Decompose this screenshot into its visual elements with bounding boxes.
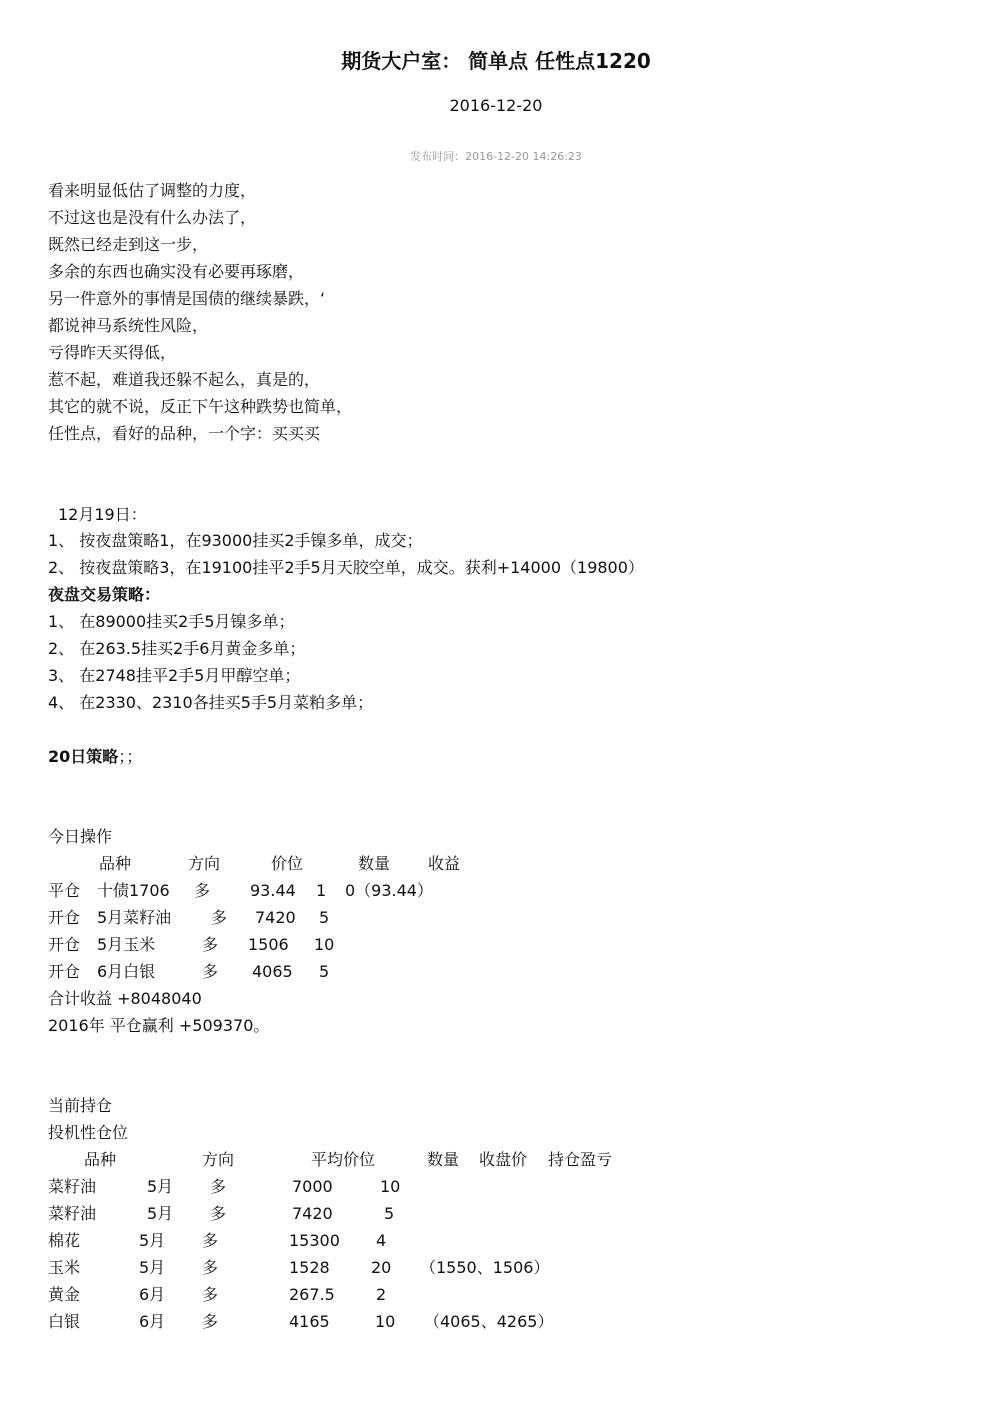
positions-heading: 当前持仓 bbox=[48, 1096, 113, 1115]
strategy20-bold: 20日策略 bbox=[48, 747, 119, 766]
pos-month: 6月 bbox=[139, 1285, 166, 1304]
op-variety: 6月白银 bbox=[97, 962, 156, 981]
op-direction: 多 bbox=[211, 908, 228, 927]
positions-header: 数量 bbox=[427, 1150, 460, 1169]
strategy20-line bbox=[48, 747, 142, 767]
intro-line: 多余的东西也确实没有必要再琢磨， bbox=[48, 262, 305, 281]
pos-variety: 菜籽油 bbox=[48, 1177, 97, 1196]
intro-line: 不过这也是没有什么办法了， bbox=[48, 208, 257, 227]
intro-line: 其它的就不说，反正下午这种跌势也简单， bbox=[48, 397, 353, 416]
pos-qty: 10 bbox=[380, 1177, 401, 1196]
today-ops-header: 数量 bbox=[358, 854, 391, 873]
pos-price: 7420 bbox=[292, 1204, 333, 1223]
pos-price: 7000 bbox=[292, 1177, 333, 1196]
today-ops-total: 合计收益 +8048040 bbox=[48, 989, 202, 1008]
positions-subheading: 投机性仓位 bbox=[48, 1123, 129, 1142]
op-action: 开仓 bbox=[48, 935, 81, 954]
op-price: 93.44 bbox=[250, 881, 296, 900]
intro-line: 看来明显低估了调整的力度， bbox=[48, 181, 257, 200]
positions-header: 平均价位 bbox=[311, 1150, 376, 1169]
pos-month: 5月 bbox=[147, 1204, 174, 1223]
pos-qty: 10 bbox=[375, 1312, 396, 1331]
pos-variety: 菜籽油 bbox=[48, 1204, 97, 1223]
dec19-item: 2、 按夜盘策略3，在19100挂平2手5月天胶空单，成交。获利+14000（19800） bbox=[48, 558, 644, 577]
pos-variety: 黄金 bbox=[48, 1285, 81, 1304]
intro-line: 另一件意外的事情是国债的继续暴跌，‘ bbox=[48, 289, 326, 308]
pos-qty: 20 bbox=[371, 1258, 392, 1277]
op-variety: 十债1706 bbox=[97, 881, 170, 900]
today-ops-header: 收益 bbox=[428, 854, 461, 873]
pos-qty: 5 bbox=[384, 1204, 395, 1223]
pos-direction: 多 bbox=[202, 1231, 219, 1250]
op-variety: 5月玉米 bbox=[97, 935, 156, 954]
op-qty: 1 bbox=[316, 881, 327, 900]
night-strategy-item: 3、 在2748挂平2手5月甲醇空单； bbox=[48, 666, 301, 685]
pos-price: 1528 bbox=[289, 1258, 330, 1277]
night-strategy-heading: 夜盘交易策略： bbox=[48, 585, 161, 604]
today-ops-heading: 今日操作 bbox=[48, 827, 113, 846]
publish-time: 发布时间：2016-12-20 14:26:23 bbox=[410, 150, 582, 163]
op-profit: 0（93.44） bbox=[345, 881, 433, 900]
op-qty: 10 bbox=[314, 935, 335, 954]
pos-variety: 玉米 bbox=[48, 1258, 81, 1277]
pos-close-price: （4065、4265） bbox=[424, 1312, 554, 1331]
op-price: 7420 bbox=[255, 908, 296, 927]
positions-header: 方向 bbox=[202, 1150, 235, 1169]
op-direction: 多 bbox=[202, 962, 219, 981]
op-action: 开仓 bbox=[48, 908, 81, 927]
article-title: 期货大户室： 简单点 任性点1220 bbox=[341, 49, 651, 73]
strategy20-rest: ；； bbox=[118, 747, 143, 766]
pos-direction: 多 bbox=[202, 1258, 219, 1277]
intro-line: 既然已经走到这一步， bbox=[48, 235, 209, 254]
night-strategy-item: 2、 在263.5挂买2手6月黄金多单； bbox=[48, 639, 306, 658]
pos-month: 5月 bbox=[139, 1258, 166, 1277]
year-profit: 2016年 平仓赢利 +509370。 bbox=[48, 1016, 270, 1035]
pos-direction: 多 bbox=[210, 1204, 227, 1223]
op-variety: 5月菜籽油 bbox=[97, 908, 172, 927]
dec19-item: 1、 按夜盘策略1，在93000挂买2手镍多单，成交； bbox=[48, 531, 423, 550]
positions-header: 品种 bbox=[84, 1150, 117, 1169]
pos-price: 15300 bbox=[289, 1231, 340, 1250]
today-ops-header: 品种 bbox=[99, 854, 132, 873]
pos-month: 5月 bbox=[139, 1231, 166, 1250]
intro-line: 亏得昨天买得低， bbox=[48, 343, 177, 362]
pos-direction: 多 bbox=[202, 1312, 219, 1331]
today-ops-header: 方向 bbox=[188, 854, 221, 873]
intro-line: 都说神马系统性风险， bbox=[48, 316, 209, 335]
pos-qty: 2 bbox=[376, 1285, 387, 1304]
op-action: 平仓 bbox=[48, 881, 81, 900]
op-price: 1506 bbox=[248, 935, 289, 954]
night-strategy-item: 4、 在2330、2310各挂买5手5月菜粕多单； bbox=[48, 693, 374, 712]
intro-line: 惹不起，难道我还躲不起么，真是的， bbox=[48, 370, 321, 389]
pos-month: 6月 bbox=[139, 1312, 166, 1331]
op-direction: 多 bbox=[194, 881, 211, 900]
dec19-heading: 12月19日： bbox=[58, 505, 147, 524]
pos-qty: 4 bbox=[376, 1231, 387, 1250]
positions-header: 收盘价 bbox=[479, 1150, 528, 1169]
pos-price: 4165 bbox=[289, 1312, 330, 1331]
pos-close-price: （1550、1506） bbox=[420, 1258, 550, 1277]
op-direction: 多 bbox=[202, 935, 219, 954]
article-date: 2016-12-20 bbox=[449, 96, 543, 115]
pos-direction: 多 bbox=[202, 1285, 219, 1304]
night-strategy-item: 1、 在89000挂买2手5月镍多单； bbox=[48, 612, 295, 631]
positions-header: 持仓盈亏 bbox=[548, 1150, 613, 1169]
op-price: 4065 bbox=[252, 962, 293, 981]
pos-month: 5月 bbox=[147, 1177, 174, 1196]
pos-price: 267.5 bbox=[289, 1285, 335, 1304]
op-qty: 5 bbox=[319, 962, 330, 981]
intro-line: 任性点，看好的品种，一个字：买买买 bbox=[48, 424, 321, 443]
pos-variety: 白银 bbox=[48, 1312, 81, 1331]
op-action: 开仓 bbox=[48, 962, 81, 981]
op-qty: 5 bbox=[319, 908, 330, 927]
today-ops-header: 价位 bbox=[271, 854, 304, 873]
pos-direction: 多 bbox=[210, 1177, 227, 1196]
pos-variety: 棉花 bbox=[48, 1231, 81, 1250]
